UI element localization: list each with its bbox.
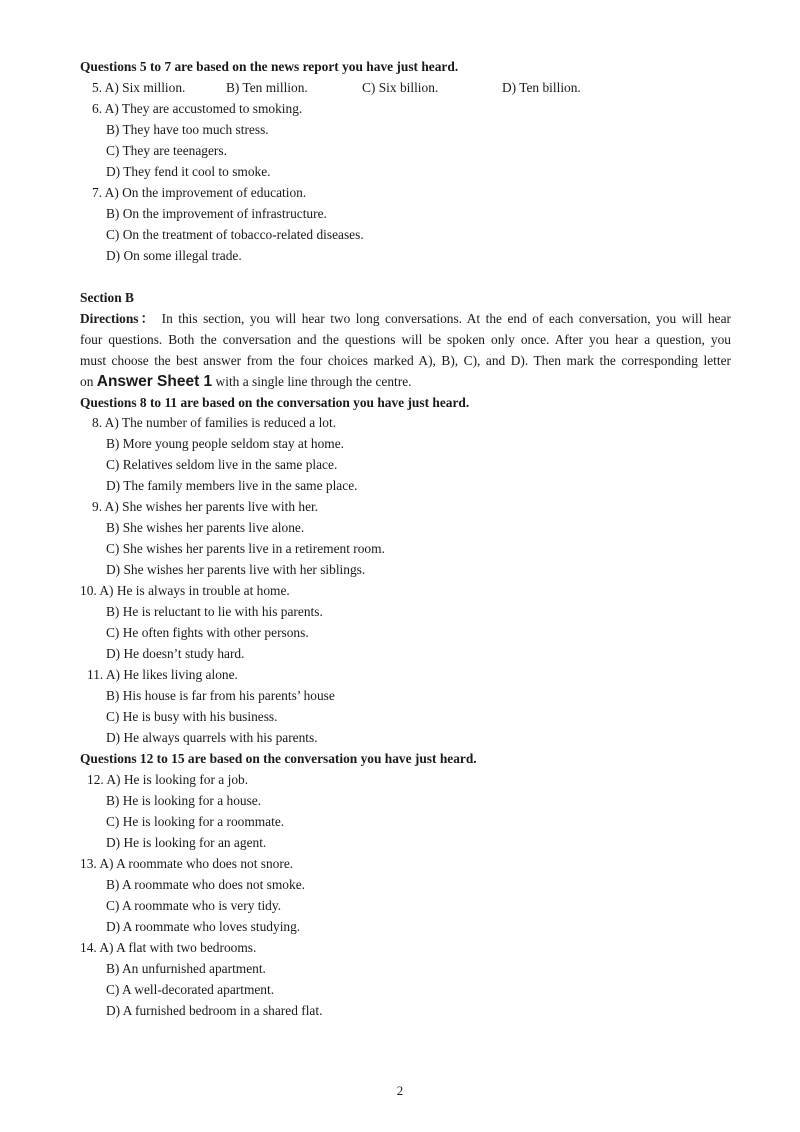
option-a: A) She wishes her parents live with her. — [104, 499, 319, 514]
option-a: A) He likes living alone. — [105, 667, 238, 682]
option-c: C) On the treatment of tobacco-related diseases. — [106, 227, 364, 242]
option-d: D) The family members live in the same place. — [106, 478, 358, 493]
option-c: C) They are teenagers. — [106, 143, 227, 158]
question-number: 13. — [80, 856, 97, 871]
option-d: D) On some illegal trade. — [106, 248, 242, 263]
question-number: 9. — [92, 499, 103, 514]
option-b: B) She wishes her parents live alone. — [106, 520, 305, 535]
section-title: Section B — [80, 290, 134, 305]
question-number: 5. — [92, 80, 103, 95]
option-b: B) His house is far from his parents’ house — [106, 688, 335, 703]
option-b: B) A roommate who does not smoke. — [106, 877, 305, 892]
option-a: A) Six million. — [104, 80, 186, 95]
question-11 — [87, 667, 238, 683]
option-a: A) The number of families is reduced a lot. — [104, 415, 337, 430]
question-10 — [80, 583, 290, 599]
option-b: B) Ten million. — [226, 80, 308, 95]
option-a: A) A roommate who does not snore. — [99, 856, 294, 871]
option-b: B) He is reluctant to lie with his parents. — [106, 604, 323, 619]
option-d: D) A furnished bedroom in a shared flat. — [106, 1003, 323, 1018]
question-group-heading: Questions 12 to 15 are based on the conversation you have just heard. — [80, 751, 477, 766]
option-c: C) A roommate who is very tidy. — [106, 898, 282, 913]
question-7 — [92, 185, 306, 201]
question-number: 7. — [92, 185, 103, 200]
question-6 — [92, 101, 302, 117]
option-d: D) He is looking for an agent. — [106, 835, 267, 850]
question-number: 14. — [80, 940, 97, 955]
directions-on: on — [80, 374, 94, 389]
option-d: D) They fend it cool to smoke. — [106, 164, 271, 179]
directions-label: Directions： — [80, 311, 157, 326]
option-b: B) They have too much stress. — [106, 122, 269, 137]
option-c: C) She wishes her parents live in a retirement room. — [106, 541, 385, 556]
question-14 — [80, 940, 256, 956]
option-c: C) He often fights with other persons. — [106, 625, 309, 640]
option-a: A) He is always in trouble at home. — [99, 583, 290, 598]
directions-line-3: must choose the best answer from the four choices marked A), B), C), and D). Then mark the corresponding letter — [80, 353, 731, 368]
option-c: C) He is looking for a roommate. — [106, 814, 285, 829]
option-a: A) On the improvement of education. — [104, 185, 307, 200]
option-b: B) On the improvement of infrastructure. — [106, 206, 327, 221]
option-d: D) He doesn’t study hard. — [106, 646, 245, 661]
question-number: 6. — [92, 101, 103, 116]
question-13 — [80, 856, 293, 872]
question-number: 10. — [80, 583, 97, 598]
option-b: B) An unfurnished apartment. — [106, 961, 266, 976]
question-group-heading: Questions 5 to 7 are based on the news report you have just heard. — [80, 59, 459, 74]
option-a: A) He is looking for a job. — [106, 772, 249, 787]
option-a: A) They are accustomed to smoking. — [104, 101, 303, 116]
directions-line-4 — [80, 374, 412, 390]
directions-text: In this section, you will hear two long conversations. At the end of each conversation, you will hear — [161, 311, 732, 326]
option-d: D) She wishes her parents live with her siblings. — [106, 562, 366, 577]
option-d: D) A roommate who loves studying. — [106, 919, 301, 934]
answer-sheet-label: Answer Sheet 1 — [96, 373, 213, 390]
option-c: C) Relatives seldom live in the same place. — [106, 457, 338, 472]
directions-end: with a single line through the centre. — [215, 374, 412, 389]
question-9 — [92, 499, 318, 515]
directions-line-2: four questions. Both the conversation and the questions will be spoken only once. After you hear a question, you — [80, 332, 731, 347]
question-number: 12. — [87, 772, 104, 787]
question-group-heading: Questions 8 to 11 are based on the conversation you have just heard. — [80, 395, 470, 410]
directions-line-1 — [80, 311, 731, 327]
question-12 — [87, 772, 248, 788]
option-c: C) Six billion. — [362, 80, 439, 95]
option-b: B) He is looking for a house. — [106, 793, 262, 808]
option-a: A) A flat with two bedrooms. — [99, 940, 257, 955]
option-b: B) More young people seldom stay at home. — [106, 436, 345, 451]
option-c: C) He is busy with his business. — [106, 709, 278, 724]
question-number: 11. — [87, 667, 104, 682]
option-d: D) Ten billion. — [502, 80, 581, 95]
option-d: D) He always quarrels with his parents. — [106, 730, 318, 745]
question-number: 8. — [92, 415, 103, 430]
page-number: 2 — [396, 1083, 404, 1098]
option-c: C) A well-decorated apartment. — [106, 982, 275, 997]
question-8 — [92, 415, 336, 431]
question-5 — [92, 80, 185, 96]
